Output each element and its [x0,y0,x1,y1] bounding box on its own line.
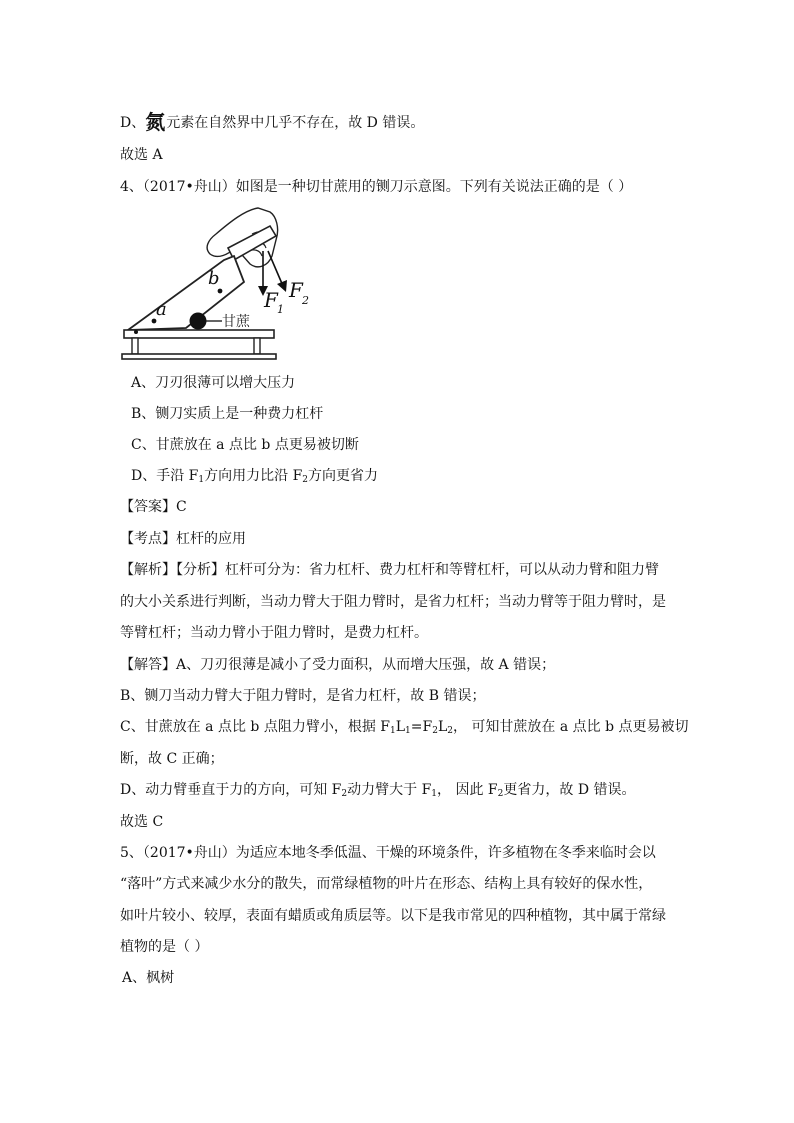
label-f2-sub: 2 [302,294,309,307]
option-text: 元素在自然界中几乎不存在，故 D 错误。 [166,115,425,131]
f2-arrow-line [268,251,283,286]
option-d-text-1: D、手沿 F [131,468,199,484]
label-f2: F [289,278,303,302]
q4-solution-b: B、铡刀当动力臂大于阻力臂时，是省力杠杆，故 B 错误； [120,688,486,704]
sol-d-text-4: 更省力，故 D 错误。 [503,782,636,798]
base-leg-right [254,338,260,354]
q5-stem-4: 植物的是（ ） [120,939,209,955]
option-d-text-2: 方向用力比沿 F [204,468,303,484]
q4-answer: 【答案】C [120,499,187,515]
sol-d-sub-2: 1 [431,789,438,799]
label-f1: F [264,288,278,312]
sol-c-text-1: C、甘蔗放在 a 点比 b 点阻力臂小，根据 F [120,719,390,735]
guillotine-diagram [120,204,315,364]
sol-c-text-3: =F [410,719,433,735]
q5-option-a: A、枫树 [122,970,175,986]
q4-option-d [131,466,378,490]
option-d-text-3: 方向更省力 [308,468,379,484]
label-a: a [156,299,167,320]
point-b [218,289,223,294]
q4-solution-c [120,717,689,741]
q4-conclusion: 故选 C [120,814,164,830]
q4-stem: 4、（2017•舟山）如图是一种切甘蔗用的铡刀示意图。下列有关说法正确的是（ ） [120,179,633,195]
label-sugarcane: 甘蔗 [222,314,250,330]
sol-d-text-1: D、动力臂垂直于力的方向，可知 F [120,782,342,798]
sol-c-sub-1: 1 [390,726,396,736]
base-leg-left [132,338,138,354]
nitrogen-glyph: 氮 [145,110,166,134]
q4-analysis-1: 【解析】【分析】杠杆可分为：省力杠杆、费力杠杆和等臂杠杆，可以从动力臂和阻力臂 [120,562,659,578]
sugarcane-circle [190,313,207,330]
q4-option-b: B、铡刀实质上是一种费力杠杆 [131,406,324,422]
sol-d-sub-1: 2 [341,789,348,799]
q4-option-a: A、刀刃很薄可以增大压力 [131,375,296,391]
q5-stem-1: 5、（2017•舟山）为适应本地冬季低温、干燥的环境条件，许多植物在冬季来临时会以 [120,845,656,861]
prev-conclusion: 故选 A [120,147,163,163]
sol-c-sub-3: 2 [432,726,438,736]
sol-c-sub-2: 1 [405,726,411,736]
q4-option-c: C、甘蔗放在 a 点比 b 点更易被切断 [131,437,359,453]
base-bottom [122,354,276,359]
sol-d-text-2: 动力臂大于 F [347,782,432,798]
handle-shape [228,226,276,260]
q4-solution-a: 【解答】A、刀刃很薄是减小了受力面积，从而增大压强，故 A 错误； [120,657,556,673]
option-letter: D、 [120,115,146,131]
q4-solution-d [120,780,636,804]
q4-analysis-3: 等臂杠杆；当动力臂小于阻力臂时，是费力杠杆。 [120,625,428,641]
label-f1-sub: 1 [277,303,284,316]
sol-d-text-3: ， 因此 F [437,782,498,798]
q4-analysis-2: 的大小关系进行判断，当动力臂大于阻力臂时，是省力杠杆；当动力臂等于阻力臂时，是 [120,594,666,610]
sol-c-text-2: L [395,719,406,735]
q4-solution-c-cont: 断，故 C 正确； [120,751,224,767]
label-b: b [208,268,220,289]
prev-option-d [120,112,424,133]
guillotine-figure [120,204,315,364]
hinge [134,330,138,334]
sol-c-text-4: L [437,719,448,735]
base-top [124,330,274,338]
q5-stem-2: “落叶”方式来减少水分的散失，而常绿植物的叶片在形态、结构上具有较好的保水性， [120,876,653,892]
sol-c-text-5: ， 可知甘蔗放在 a 点比 b 点更易被切 [452,719,689,735]
q4-kaodian: 【考点】杠杆的应用 [120,531,246,547]
option-d-sub-2: 2 [302,475,309,485]
q5-stem-3: 如叶片较小、较厚，表面有蜡质或角质层等。以下是我市常见的四种植物，其中属于常绿 [120,908,666,924]
option-d-sub-1: 1 [198,475,205,485]
sol-d-sub-3: 2 [497,789,504,799]
sol-c-sub-4: 2 [447,726,453,736]
